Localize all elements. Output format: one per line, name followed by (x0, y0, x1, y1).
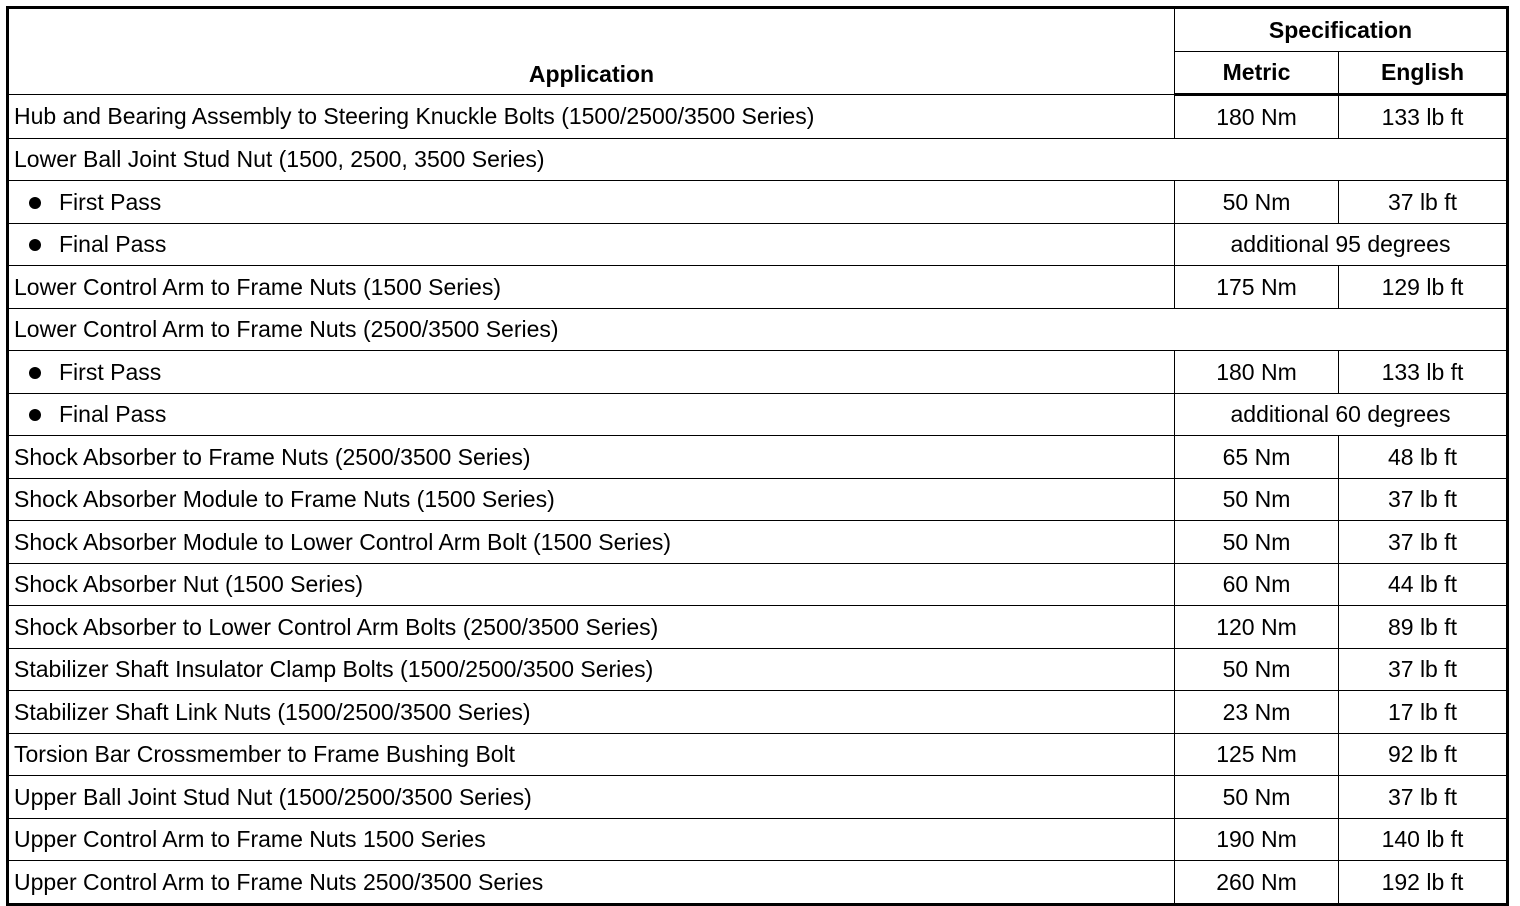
metric-cell: 175 Nm (1175, 266, 1339, 309)
english-cell: 48 lb ft (1339, 436, 1508, 479)
table-row (8, 691, 1508, 734)
bullet-icon (29, 239, 41, 251)
application-group-cell: Lower Ball Joint Stud Nut (1500, 2500, 3500 Series) (8, 138, 1508, 181)
application-sub-cell (8, 181, 1175, 224)
metric-cell: 65 Nm (1175, 436, 1339, 479)
english-cell: 37 lb ft (1339, 478, 1508, 521)
metric-cell: 50 Nm (1175, 776, 1339, 819)
table-row (8, 776, 1508, 819)
table-row (8, 351, 1508, 394)
application-cell: Shock Absorber to Frame Nuts (2500/3500 Series) (8, 436, 1175, 479)
table-row (8, 138, 1508, 181)
table-row (8, 181, 1508, 224)
metric-cell: 120 Nm (1175, 606, 1339, 649)
sub-step-label: Final Pass (59, 401, 167, 428)
bullet-icon (29, 367, 41, 379)
application-cell: Upper Control Arm to Frame Nuts 1500 Series (8, 818, 1175, 861)
english-cell: 92 lb ft (1339, 733, 1508, 776)
table-row (8, 393, 1508, 436)
sub-step-label: First Pass (59, 188, 162, 215)
application-sub-cell (8, 393, 1175, 436)
bullet-icon (29, 197, 41, 209)
metric-header: Metric (1175, 51, 1339, 95)
table-row (8, 563, 1508, 606)
application-header: Application (8, 8, 1175, 95)
english-cell: 129 lb ft (1339, 266, 1508, 309)
application-cell: Upper Ball Joint Stud Nut (1500/2500/3500 Series) (8, 776, 1175, 819)
specification-header: Specification (1175, 8, 1508, 52)
application-cell: Lower Control Arm to Frame Nuts (1500 Series) (8, 266, 1175, 309)
table-row (8, 818, 1508, 861)
table-row (8, 266, 1508, 309)
application-cell: Stabilizer Shaft Insulator Clamp Bolts (1500/2500/3500 Series) (8, 648, 1175, 691)
english-cell: 133 lb ft (1339, 95, 1508, 139)
metric-cell: 60 Nm (1175, 563, 1339, 606)
application-cell: Shock Absorber Nut (1500 Series) (8, 563, 1175, 606)
application-cell: Shock Absorber to Lower Control Arm Bolts (2500/3500 Series) (8, 606, 1175, 649)
table-row (8, 308, 1508, 351)
application-cell: Stabilizer Shaft Link Nuts (1500/2500/3500 Series) (8, 691, 1175, 734)
application-cell: Torsion Bar Crossmember to Frame Bushing Bolt (8, 733, 1175, 776)
metric-cell: 50 Nm (1175, 478, 1339, 521)
torque-spec-table (6, 6, 1509, 906)
application-cell: Hub and Bearing Assembly to Steering Knuckle Bolts (1500/2500/3500 Series) (8, 95, 1175, 139)
application-group-cell: Lower Control Arm to Frame Nuts (2500/3500 Series) (8, 308, 1508, 351)
table-row (8, 95, 1508, 139)
spec-note-cell: additional 95 degrees (1175, 223, 1508, 266)
application-cell: Shock Absorber Module to Lower Control Arm Bolt (1500 Series) (8, 521, 1175, 564)
metric-cell: 260 Nm (1175, 861, 1339, 905)
english-header: English (1339, 51, 1508, 95)
bullet-icon (29, 409, 41, 421)
metric-cell: 50 Nm (1175, 648, 1339, 691)
table-row (8, 521, 1508, 564)
english-cell: 133 lb ft (1339, 351, 1508, 394)
english-cell: 37 lb ft (1339, 648, 1508, 691)
table-row (8, 223, 1508, 266)
english-cell: 37 lb ft (1339, 181, 1508, 224)
sub-step-label: First Pass (59, 358, 162, 385)
english-cell: 192 lb ft (1339, 861, 1508, 905)
english-cell: 37 lb ft (1339, 776, 1508, 819)
table-row (8, 436, 1508, 479)
table-row (8, 861, 1508, 905)
application-sub-cell (8, 351, 1175, 394)
application-sub-cell (8, 223, 1175, 266)
english-cell: 44 lb ft (1339, 563, 1508, 606)
english-cell: 140 lb ft (1339, 818, 1508, 861)
metric-cell: 23 Nm (1175, 691, 1339, 734)
metric-cell: 180 Nm (1175, 351, 1339, 394)
metric-cell: 50 Nm (1175, 521, 1339, 564)
table-row (8, 606, 1508, 649)
table-row (8, 478, 1508, 521)
english-cell: 37 lb ft (1339, 521, 1508, 564)
metric-cell: 180 Nm (1175, 95, 1339, 139)
sub-step-label: Final Pass (59, 231, 167, 258)
metric-cell: 50 Nm (1175, 181, 1339, 224)
metric-cell: 125 Nm (1175, 733, 1339, 776)
table-row (8, 733, 1508, 776)
application-cell: Shock Absorber Module to Frame Nuts (1500 Series) (8, 478, 1175, 521)
table-row (8, 648, 1508, 691)
application-cell: Upper Control Arm to Frame Nuts 2500/3500 Series (8, 861, 1175, 905)
english-cell: 17 lb ft (1339, 691, 1508, 734)
spec-note-cell: additional 60 degrees (1175, 393, 1508, 436)
english-cell: 89 lb ft (1339, 606, 1508, 649)
metric-cell: 190 Nm (1175, 818, 1339, 861)
